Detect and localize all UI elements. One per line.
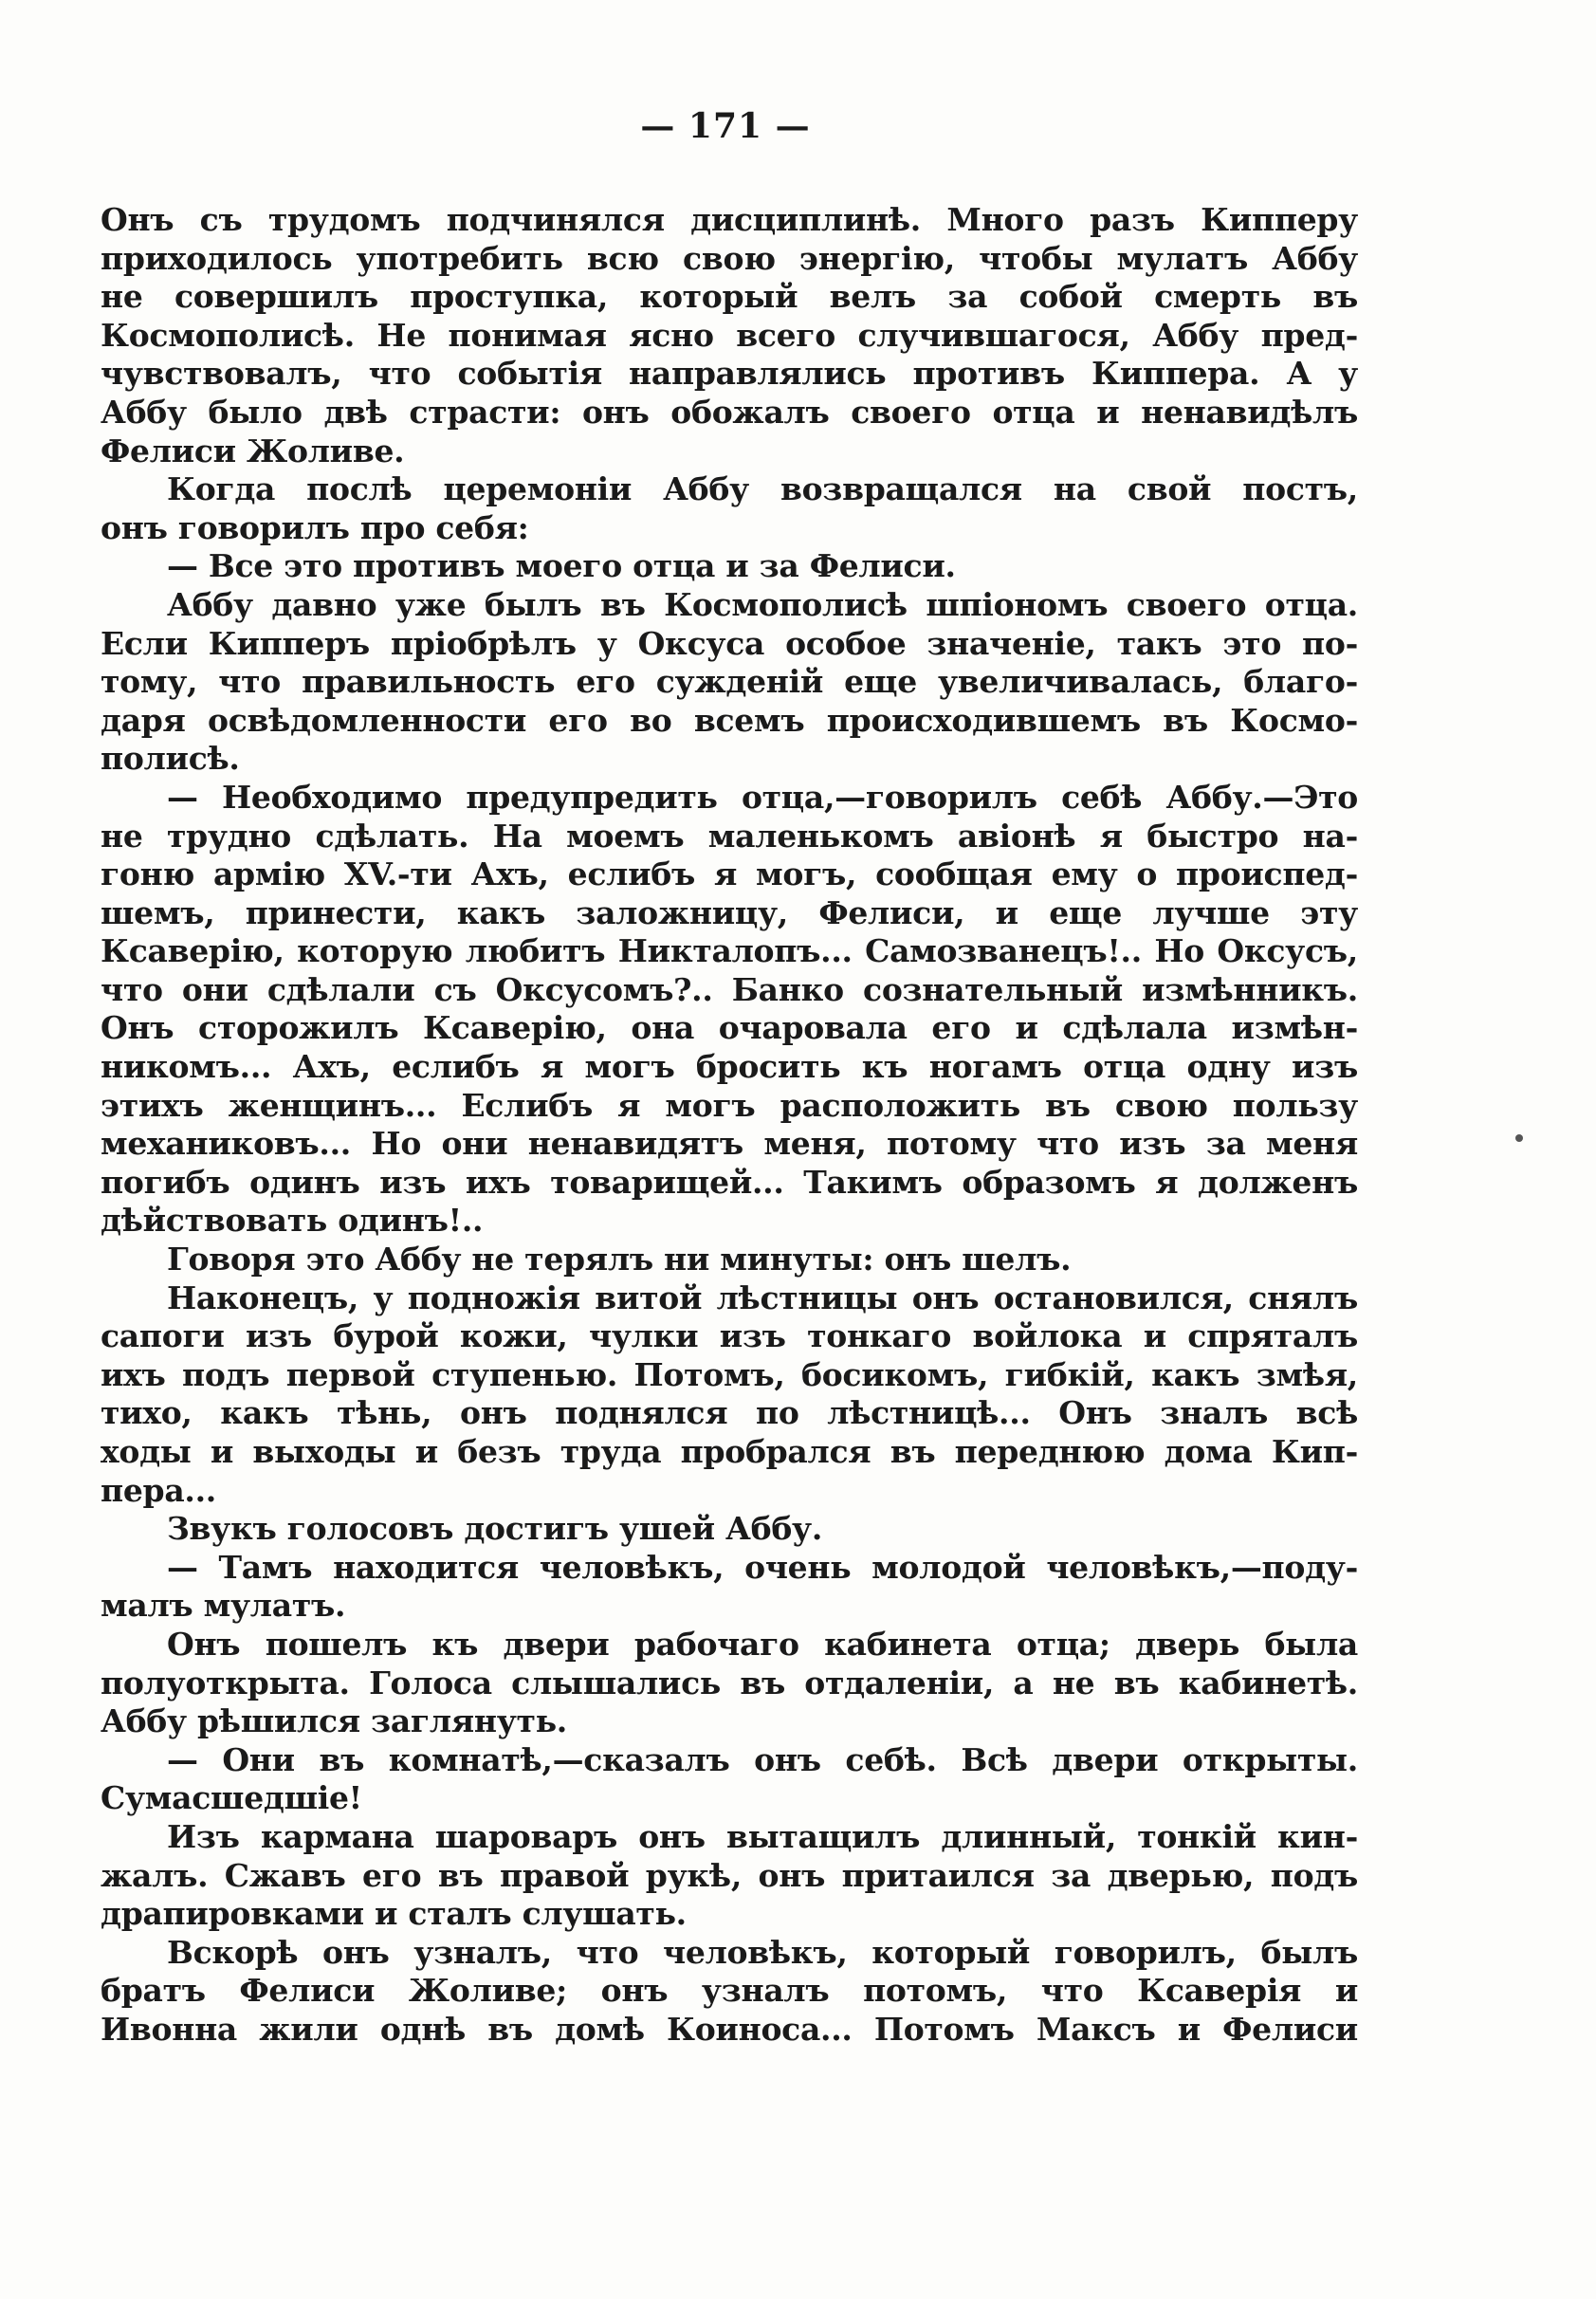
text-line: не трудно сдѣлать. На моемъ маленькомъ авіонѣ я быстро на- xyxy=(101,817,1358,855)
text-line: онъ говорилъ про себя: xyxy=(101,508,529,546)
text-line: пера... xyxy=(101,1471,216,1509)
text-line: братъ Фелиси Жоливе; онъ узналъ потомъ, что Ксаверія и xyxy=(101,1972,1358,2010)
text-line: Онъ съ трудомъ подчинялся дисциплинѣ. Много разъ Кипперу xyxy=(101,201,1358,238)
text-line: шемъ, принести, какъ заложницу, Фелиси, и еще лучше эту xyxy=(101,893,1358,931)
text-line: полисѣ. xyxy=(101,740,240,778)
text-line: Фелиси Жоливе. xyxy=(101,432,405,469)
text-line: тому, что правильность его сужденій еще увеличивалась, благо- xyxy=(101,663,1358,701)
text-line: Когда послѣ церемоніи Аббу возвращался на свой постъ, xyxy=(167,470,1358,508)
text-line: никомъ... Ахъ, еслибъ я могъ бросить къ ногамъ отца одну изъ xyxy=(101,1048,1358,1086)
text-line: — Необходимо предупредить отца,—говорилъ себѣ Аббу.—Это xyxy=(167,778,1358,816)
text-line: малъ мулатъ. xyxy=(101,1587,346,1625)
text-line: Аббу давно уже былъ въ Космополисѣ шпіономъ своего отца. xyxy=(167,585,1358,623)
margin-speck xyxy=(1515,1134,1523,1142)
text-line: этихъ женщинъ... Еслибъ я могъ расположить въ свою пользу xyxy=(101,1086,1358,1124)
text-line: механиковъ... Но они ненавидятъ меня, потому что изъ за меня xyxy=(101,1125,1358,1163)
text-line: что они сдѣлали съ Оксусомъ?.. Банко сознательный измѣнникъ. xyxy=(101,970,1358,1008)
text-line: — Они въ комнатѣ,—сказалъ онъ себѣ. Всѣ двери открыты. xyxy=(167,1740,1358,1778)
text-line: гоню армію XV.-ти Ахъ, еслибъ я могъ, сообщая ему о происпед- xyxy=(101,855,1358,893)
text-line: ихъ подъ первой ступенью. Потомъ, босикомъ, гибкій, какъ змѣя, xyxy=(101,1355,1358,1393)
text-line: Звукъ голосовъ достигъ ушей Аббу. xyxy=(167,1510,823,1548)
text-line: — Тамъ находится человѣкъ, очень молодой человѣкъ,—поду- xyxy=(167,1548,1358,1586)
text-line: Вскорѣ онъ узналъ, что человѣкъ, который говорилъ, былъ xyxy=(167,1933,1358,1971)
text-line: Космополисѣ. Не понимая ясно всего случившагося, Аббу пред- xyxy=(101,316,1358,354)
text-line: Если Кипперъ пріобрѣлъ у Оксуса особое значеніе, такъ это по- xyxy=(101,624,1358,662)
text-line: Аббу было двѣ страсти: онъ обожалъ своего отца и ненавидѣлъ xyxy=(101,393,1358,431)
text-line: даря освѣдомленности его во всемъ происходившемъ въ Космо- xyxy=(101,701,1358,739)
text-line: тихо, какъ тѣнь, онъ поднялся по лѣстницѣ... Онъ зналъ всѣ xyxy=(101,1394,1358,1432)
text-line: Онъ сторожилъ Ксаверію, она очаровала его и сдѣлала измѣн- xyxy=(101,1009,1358,1047)
text-line: ходы и выходы и безъ труда пробрался въ переднюю дома Кип- xyxy=(101,1433,1358,1470)
text-line: Ивонна жили однѣ въ домѣ Коиноса... Потомъ Максъ и Фелиси xyxy=(101,2010,1358,2048)
text-line: Онъ пошелъ къ двери рабочаго кабинета отца; дверь была xyxy=(167,1625,1358,1663)
text-line: чувствовалъ, что событія направлялись противъ Киппера. А у xyxy=(101,355,1358,393)
text-line: погибъ одинъ изъ ихъ товарищей... Такимъ образомъ я долженъ xyxy=(101,1163,1358,1201)
text-line: драпировками и сталъ слушать. xyxy=(101,1895,687,1933)
text-line: приходилось употребить всю свою энергію, чтобы мулатъ Аббу xyxy=(101,239,1358,277)
text-line: жалъ. Сжавъ его въ правой рукѣ, онъ притаился за дверью, подъ xyxy=(101,1856,1358,1894)
text-line: сапоги изъ бурой кожи, чулки изъ тонкаго войлока и спряталъ xyxy=(101,1317,1358,1355)
text-line: — Все это противъ моего отца и за Фелиси. xyxy=(167,547,956,585)
text-line: дѣйствовать одинъ!.. xyxy=(101,1202,484,1240)
text-line: полуоткрыта. Голоса слышались въ отдаленіи, а не въ кабинетѣ. xyxy=(101,1664,1358,1701)
text-line: Изъ кармана шароваръ онъ вытащилъ длинный, тонкій кин- xyxy=(167,1817,1358,1855)
text-line: Аббу рѣшился заглянуть. xyxy=(101,1702,567,1740)
page-number: — 171 — xyxy=(640,106,811,146)
text-line: не совершилъ проступка, который велъ за собой смерть въ xyxy=(101,278,1358,316)
text-line: Сумасшедшіе! xyxy=(101,1779,362,1817)
body-text xyxy=(101,201,1358,2050)
text-line: Наконецъ, у подножія витой лѣстницы онъ остановился, снялъ xyxy=(167,1278,1358,1316)
text-line: Ксаверію, которую любитъ Никталопъ... Самозванецъ!.. Но Оксусъ, xyxy=(101,932,1358,970)
text-line: Говоря это Аббу не терялъ ни минуты: онъ шелъ. xyxy=(167,1241,1072,1278)
